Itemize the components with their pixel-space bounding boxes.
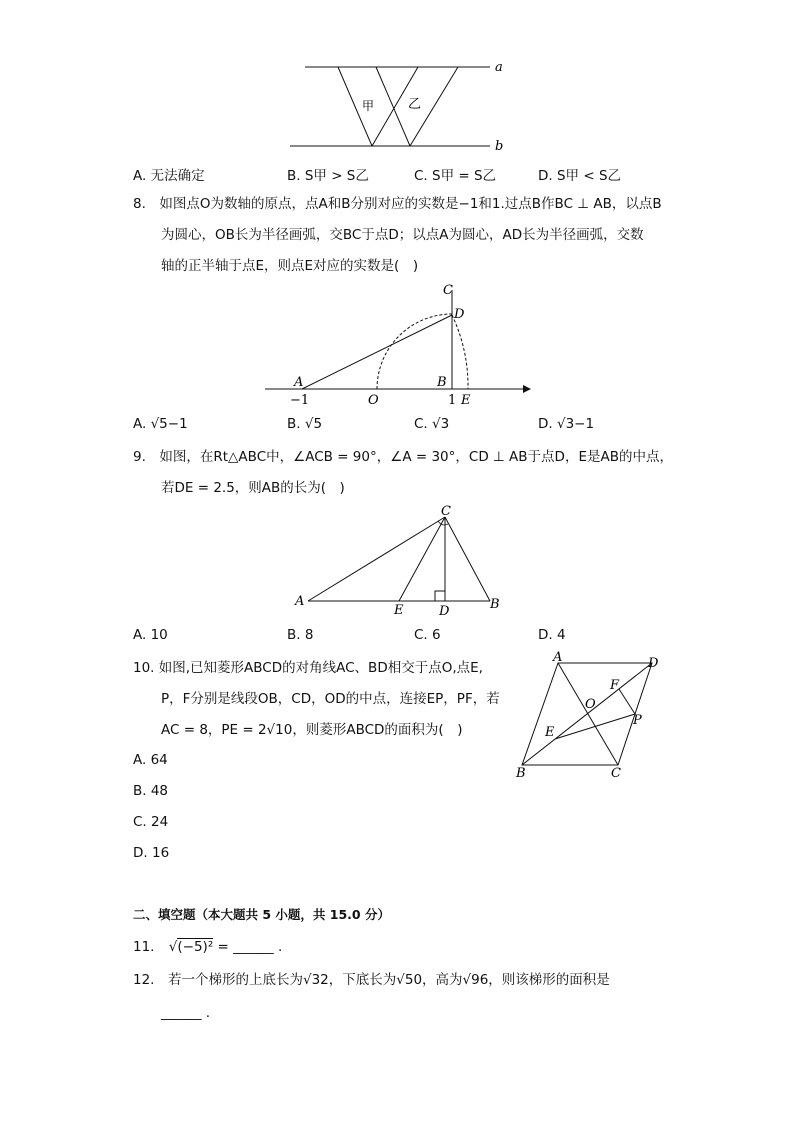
q9-line-1: 9. 如图，在Rt△ABC中，∠ACB = 90°，∠A = 30°，CD ⊥ AB于点D，E是AB的中点， [133,449,673,465]
figure-q8-number-line [260,282,540,410]
q10-line-1: 10. 如图,已知菱形ABCD的对角线AC、BD相交于点O,点E, [133,660,483,676]
point-o-label: O [585,697,596,712]
q8-option-c: C. √3 [414,416,450,432]
figure-q9-triangle [290,502,510,620]
point-b-label: B [516,766,526,781]
point-d-label: D [439,604,450,619]
q11-answer-blank: = ______ . [217,939,283,955]
point-p-label: P [633,713,642,728]
q9-line-2: 若DE = 2.5，则AB的长为( ) [161,480,345,496]
point-c-label: C [443,283,453,298]
q10-option-d: D. 16 [133,845,170,861]
q11-radicand: (−5)² [177,939,214,955]
q8-line-1: 8. 如图点O为数轴的原点，点A和B分别对应的实数是−1和1.过点B作BC ⊥ AB，以点B [133,196,662,212]
q7-option-a: A. 无法确定 [133,168,205,184]
q12-line-1: 12. 若一个梯形的上底长为√32，下底长为√50，高为√96，则该梯形的面积是 [133,972,610,988]
figure-q7-parallel-lines [280,58,510,158]
q10-line-3: AC = 8，PE = 2√10，则菱形ABCD的面积为( ) [161,722,463,738]
sqrt-icon: √ [168,939,178,955]
q7-option-b: B. S甲 > S乙 [287,168,369,184]
point-e-label: E [545,725,555,740]
q10-option-a: A. 64 [133,752,168,768]
point-b-label: B [437,375,447,390]
figure-q10-rhombus [508,650,670,786]
q10-option-b: B. 48 [133,783,169,799]
q10-option-c: C. 24 [133,814,169,830]
point-c-label: C [611,766,621,781]
point-a-label: A [294,375,304,390]
q9-option-b: B. 8 [287,627,314,643]
q7-option-d: D. S甲 < S乙 [538,168,622,184]
point-f-label: F [610,678,620,693]
q9-option-a: A. 10 [133,627,168,643]
q9-option-d: D. 4 [538,627,566,643]
line-b-label: b [495,139,504,154]
q11-number: 11. [133,939,155,955]
point-d-label: D [454,307,465,322]
q8-option-a: A. √5−1 [133,416,188,432]
tick-neg1-label: −1 [290,393,310,408]
point-a-label: A [553,650,563,665]
q12-line-2: ______ . [161,1005,211,1021]
point-o-label: O [368,393,379,408]
point-e-label: E [461,393,471,408]
point-a-label: A [295,594,305,609]
q8-line-2: 为圆心，OB长为半径画弧，交BC于点D；以点A为圆心，AD长为半径画弧，交数 [161,227,644,243]
q7-option-c: C. S甲 = S乙 [414,168,497,184]
point-d-label: D [648,656,659,671]
region-yi-label: 乙 [408,97,422,112]
q8-option-b: B. √5 [287,416,323,432]
point-b-label: B [490,597,500,612]
q10-line-2: P，F分别是线段OB，CD，OD的中点，连接EP，PF，若 [161,691,500,707]
point-e-label: E [394,603,404,618]
point-c-label: C [441,504,451,519]
q8-option-d: D. √3−1 [538,416,595,432]
q9-option-c: C. 6 [414,627,441,643]
section-2-title: 二、填空题（本大题共 5 小题，共 15.0 分） [133,907,390,922]
q8-line-3: 轴的正半轴于点E，则点E对应的实数是( ) [161,258,419,274]
region-jia-label: 甲 [362,99,375,113]
q11 [133,937,282,957]
tick-1-label: 1 [448,393,457,408]
line-a-label: a [495,60,503,75]
